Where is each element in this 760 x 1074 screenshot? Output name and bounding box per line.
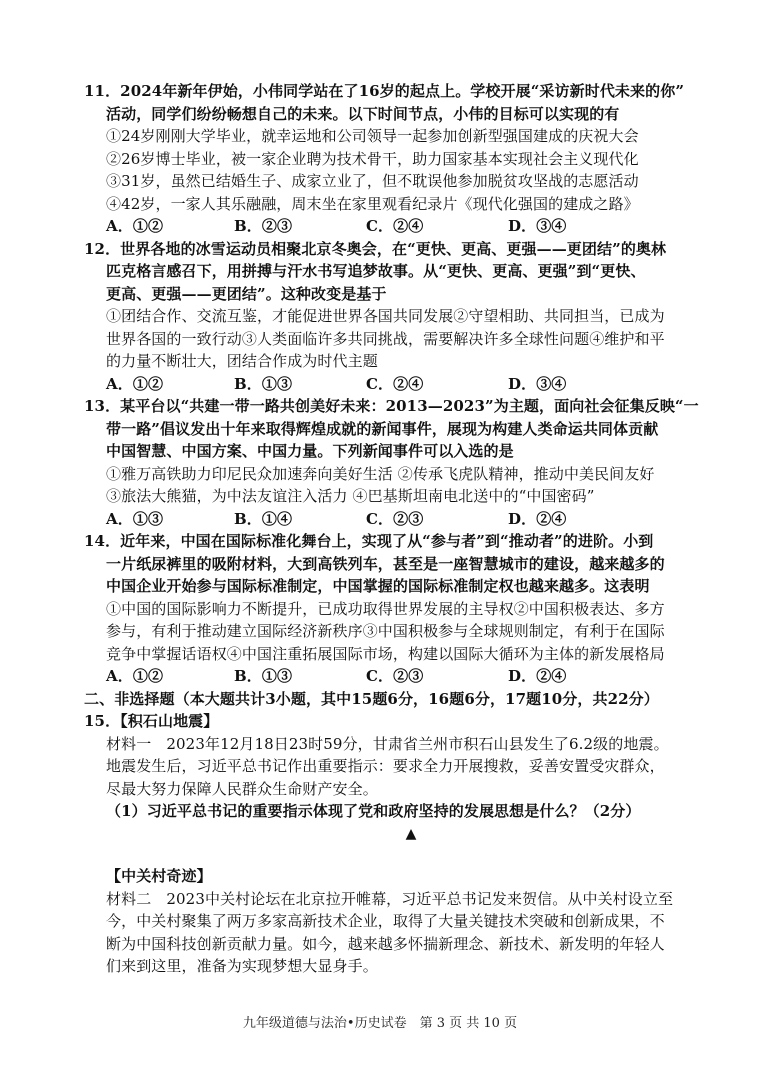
question-12	[84, 238, 684, 396]
option-c: C．②③	[366, 667, 424, 685]
material-line: 今，中关村聚集了两万多家高新技术企业，取得了大量关键技术突破和创新成果，不	[106, 912, 665, 930]
material-line: 材料一 2023年12月18日23时59分，甘肃省兰州市积石山县发生了6.2级的地震。	[106, 734, 669, 753]
question-11	[84, 80, 684, 238]
answer-triangle-mark: ▲	[405, 825, 417, 842]
material-heading: 【中关村奇迹】	[106, 867, 212, 885]
question-14	[84, 530, 684, 688]
question-stem-line: 11．2024年新年伊始，小伟同学站在了16岁的起点上。学校开展“采访新时代未来的你”	[84, 82, 685, 100]
answer-space	[84, 845, 684, 865]
page-footer: 九年级道德与法治•历史试卷 第 3 页 共 10 页	[242, 1016, 518, 1031]
question-heading: 15．【积石山地震】	[84, 712, 219, 730]
question-stem-line: 中国企业开始参与国际标准制定，中国掌握的国际标准制定权也越来越多。这表明	[106, 577, 650, 595]
page-content	[84, 80, 699, 978]
question-stem-line: 14．近年来，中国在国际标准化舞台上，实现了从“参与者”到“推动者”的进阶。小到	[84, 532, 654, 550]
question-13	[84, 395, 699, 530]
choice-item: ③旅法大熊猫，为中法友谊注入活力 ④巴基斯坦南电北送中的“中国密码”	[106, 487, 595, 505]
option-b: B．①④	[234, 509, 293, 528]
option-a: A．①②	[106, 374, 164, 393]
option-b: B．②③	[234, 217, 293, 235]
choice-item: ②26岁博士毕业，被一家企业聘为技术骨干，助力国家基本实现社会主义现代化	[106, 149, 639, 168]
option-a: A．①③	[106, 509, 164, 528]
material-line: 尽最大努力保障人民群众生命财产安全。	[106, 779, 378, 798]
answer-options	[84, 373, 684, 396]
material-line: 地震发生后，习近平总书记作出重要指示：要求全力开展搜救，妥善安置受灾群众，	[106, 757, 665, 775]
question-stem-line: 一片纸尿裤里的吸附材料，大到高铁列车，甚至是一座智慧城市的建设，越来越多的	[106, 554, 665, 573]
choice-item: ①团结合作、交流互鉴，才能促进世界各国共同发展②守望相助、共同担当，已成为	[106, 307, 665, 325]
question-stem-line: 12．世界各地的冰雪运动员相聚北京冬奥会，在“更快、更高、更强——更团结”的奥林	[84, 239, 667, 258]
option-c: C．②④	[366, 217, 424, 235]
option-a: A．①②	[106, 217, 164, 235]
material-line: 材料二 2023中关村论坛在北京拉开帷幕，习近平总书记发来贺信。从中关村设立至	[106, 889, 674, 908]
answer-options	[84, 215, 684, 238]
sub-question: （1）习近平总书记的重要指示体现了党和政府坚持的发展思想是什么？（2分）	[106, 802, 641, 820]
choice-item: ④42岁，一家人其乐融融，周末坐在家里观看纪录片《现代化强国的建成之路》	[106, 194, 639, 213]
section-heading: 二、非选择题（本大题共计3小题，其中15题6分，16题6分，17题10分，共22分）	[84, 689, 659, 708]
option-d: D．②④	[508, 667, 567, 685]
choice-item: ①中国的国际影响力不断提升，已成功取得世界发展的主导权②中国积极表达、多方	[106, 599, 665, 618]
choice-item: ③31岁，虽然已结婚生子、成家立业了，但不耽误他参加脱贫攻坚战的志愿活动	[106, 172, 639, 190]
option-a: A．①②	[106, 667, 164, 685]
option-d: D．③④	[508, 217, 567, 235]
option-c: C．②③	[366, 509, 424, 528]
question-stem-line: 13．某平台以“共建一带一路共创美好未来：2013—2023”为主题，面向社会征集反映“一	[84, 397, 699, 415]
question-stem-line: 活动，同学们纷纷畅想自己的未来。以下时间节点，小伟的目标可以实现的有	[106, 104, 620, 123]
question-stem-line: 中国智慧、中国方案、中国力量。下列新闻事件可以入选的是	[106, 442, 514, 460]
choice-item: 参与，有利于推动建立国际经济新秩序③中国积极参与全球规则制定，有利于在国际	[106, 622, 665, 640]
choice-item: ①雅万高铁助力印尼民众加速奔向美好生活 ②传承飞虎队精神，推动中美民间友好	[106, 464, 655, 483]
material-line: 断为中国科技创新贡献力量。如今，越来越多怀揣新理念、新技术、新发明的年轻人	[106, 934, 665, 953]
option-d: D．③④	[508, 374, 567, 393]
option-c: C．②④	[366, 374, 424, 393]
question-15	[84, 710, 684, 978]
answer-options	[84, 665, 684, 688]
option-b: B．①③	[234, 667, 293, 685]
question-stem-line: 更高、更强——更团结”。这种改变是基于	[106, 284, 387, 303]
option-b: B．①③	[234, 374, 293, 393]
question-stem-line: 匹克格言感召下，用拼搏与汗水书写追梦故事。从“更快、更高、更强”到“更快、	[106, 262, 646, 280]
choice-item: ①24岁刚刚大学毕业，就幸运地和公司领导一起参加创新型强国建成的庆祝大会	[106, 127, 639, 145]
answer-options	[84, 508, 684, 531]
choice-item: 世界各国的一致行动③人类面临许多共同挑战，需要解决许多全球性问题④维护和平	[106, 329, 665, 348]
question-stem-line: 带一路”倡议发出十年来取得辉煌成就的新闻事件，展现为构建人类命运共同体贡献	[106, 419, 659, 438]
option-d: D．②④	[508, 509, 567, 528]
choice-item: 竞争中掌握话语权④中国注重拓展国际市场，构建以国际大循环为主体的新发展格局	[106, 644, 665, 663]
choice-item: 的力量不断壮大，团结合作成为时代主题	[106, 352, 378, 370]
material-line: 们来到这里，准备为实现梦想大显身手。	[106, 957, 378, 975]
